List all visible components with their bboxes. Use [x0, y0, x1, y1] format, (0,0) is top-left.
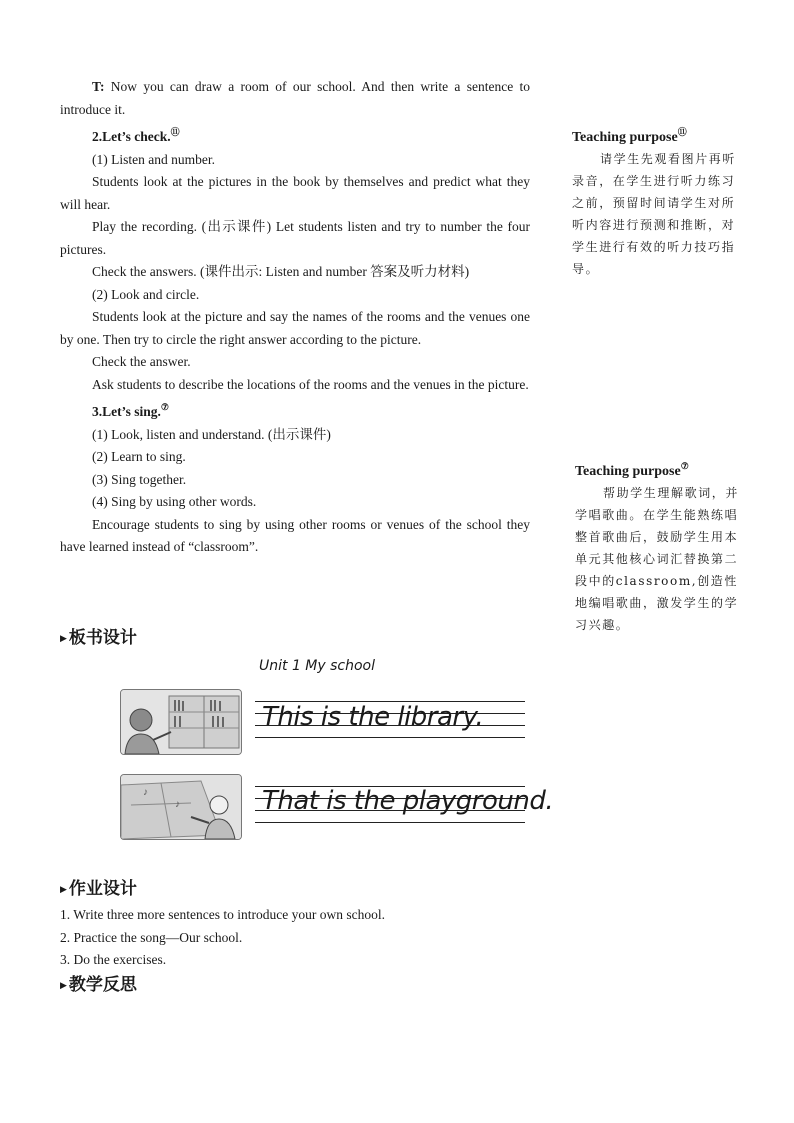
- look-circle-step: (2) Look and circle.: [92, 286, 200, 302]
- encourage-text: Encourage students to sing by using other rooms or venues of the school they have learned instead of “classroom”.: [60, 516, 530, 554]
- triangle-bullet-icon: ▶: [60, 981, 67, 991]
- listen-number-step: (1) Listen and number.: [92, 151, 215, 167]
- triangle-bullet-icon: ▶: [60, 634, 67, 644]
- lesson-procedure: [60, 76, 530, 559]
- look-pictures-text: Students look at the pictures in the book by themselves and predict what they will hear.: [60, 174, 530, 212]
- sing-heading: [60, 396, 530, 424]
- board-sentence-2: That is the playground.: [262, 786, 554, 816]
- triangle-bullet-icon: ▶: [60, 885, 67, 895]
- teaching-purpose-title-text: Teaching purpose: [572, 130, 678, 145]
- check-answers-text: Check the answers. (课件出示: Listen and number 答案及听力材料): [92, 264, 470, 279]
- svg-text:♪: ♪: [143, 787, 148, 798]
- svg-text:♪: ♪: [175, 799, 180, 810]
- teaching-purpose-text: 请学生先观看图片再听录音，在学生进行听力练习之前，预留时间请学生对所听内容进行预测和推断，对学生进行有效的听力技巧指导。: [572, 152, 737, 276]
- reflection-heading-text: 教学反思: [68, 975, 137, 995]
- check-answer-text: Check the answer.: [92, 354, 191, 369]
- sing-heading-text: 3.Let’s sing.: [92, 404, 161, 419]
- ask-students-text: Ask students to describe the locations of the rooms and the venues in the picture.: [92, 376, 529, 392]
- sing-step-2: (2) Learn to sing.: [92, 449, 186, 464]
- teaching-purpose-marker: ⑪: [677, 127, 687, 137]
- teaching-purpose-title: [575, 461, 747, 480]
- teaching-purpose-text: 帮助学生理解歌词，并学唱歌曲。在学生能熟练唱整首歌曲后，鼓励学生用本单元其他核心词汇替换第二段中的classroom,创造性地编唱歌曲，激发学生的学习兴趣。: [575, 486, 740, 632]
- sing-step-3: (3) Sing together.: [92, 471, 187, 487]
- teaching-purpose-note-2: [575, 461, 747, 636]
- play-recording-text: Play the recording. (出示课件) Let students listen and try to number the four pictures.: [60, 219, 530, 257]
- reflection-heading: [60, 970, 137, 995]
- sing-step-1: (1) Look, listen and understand. (出示课件): [92, 426, 331, 442]
- board-design-heading: [60, 623, 137, 648]
- check-heading-text: 2.Let’s check.: [92, 129, 171, 144]
- check-note-marker: ⑪: [170, 127, 180, 137]
- teacher-label: T:: [92, 79, 105, 94]
- homework-item: 3. Do the exercises.: [60, 952, 167, 967]
- homework-item: 1. Write three more sentences to introduce your own school.: [60, 907, 385, 922]
- homework-item: 2. Practice the song—Our school.: [60, 929, 243, 945]
- look-picture-names-text: Students look at the picture and say the names of the rooms and the venues one by one. Then try to circle the right answer according to the picture.: [60, 309, 530, 347]
- homework-heading-text: 作业设计: [68, 879, 137, 899]
- teaching-purpose-marker: ⑦: [680, 461, 689, 471]
- teaching-purpose-note-1: [572, 125, 744, 280]
- playground-illustration: [121, 775, 241, 839]
- homework-list: [60, 904, 385, 972]
- sing-step-4: (4) Sing by using other words.: [92, 494, 257, 509]
- playground-picture: [120, 774, 242, 840]
- teacher-text: Now you can draw a room of our school. And then write a sentence to introduce it.: [60, 79, 530, 117]
- library-illustration: [121, 690, 241, 754]
- sing-note-marker: ⑦: [160, 402, 169, 412]
- board-sentence-1: This is the library.: [262, 702, 484, 732]
- board-unit-title: Unit 1 My school: [259, 658, 376, 674]
- teaching-purpose-title-text: Teaching purpose: [575, 464, 681, 479]
- teaching-purpose-title: [572, 125, 744, 146]
- homework-heading: [60, 874, 137, 899]
- board-design-heading-text: 板书设计: [68, 628, 137, 648]
- library-picture: [120, 689, 242, 755]
- check-heading: [60, 121, 530, 149]
- teacher-line: [60, 76, 530, 121]
